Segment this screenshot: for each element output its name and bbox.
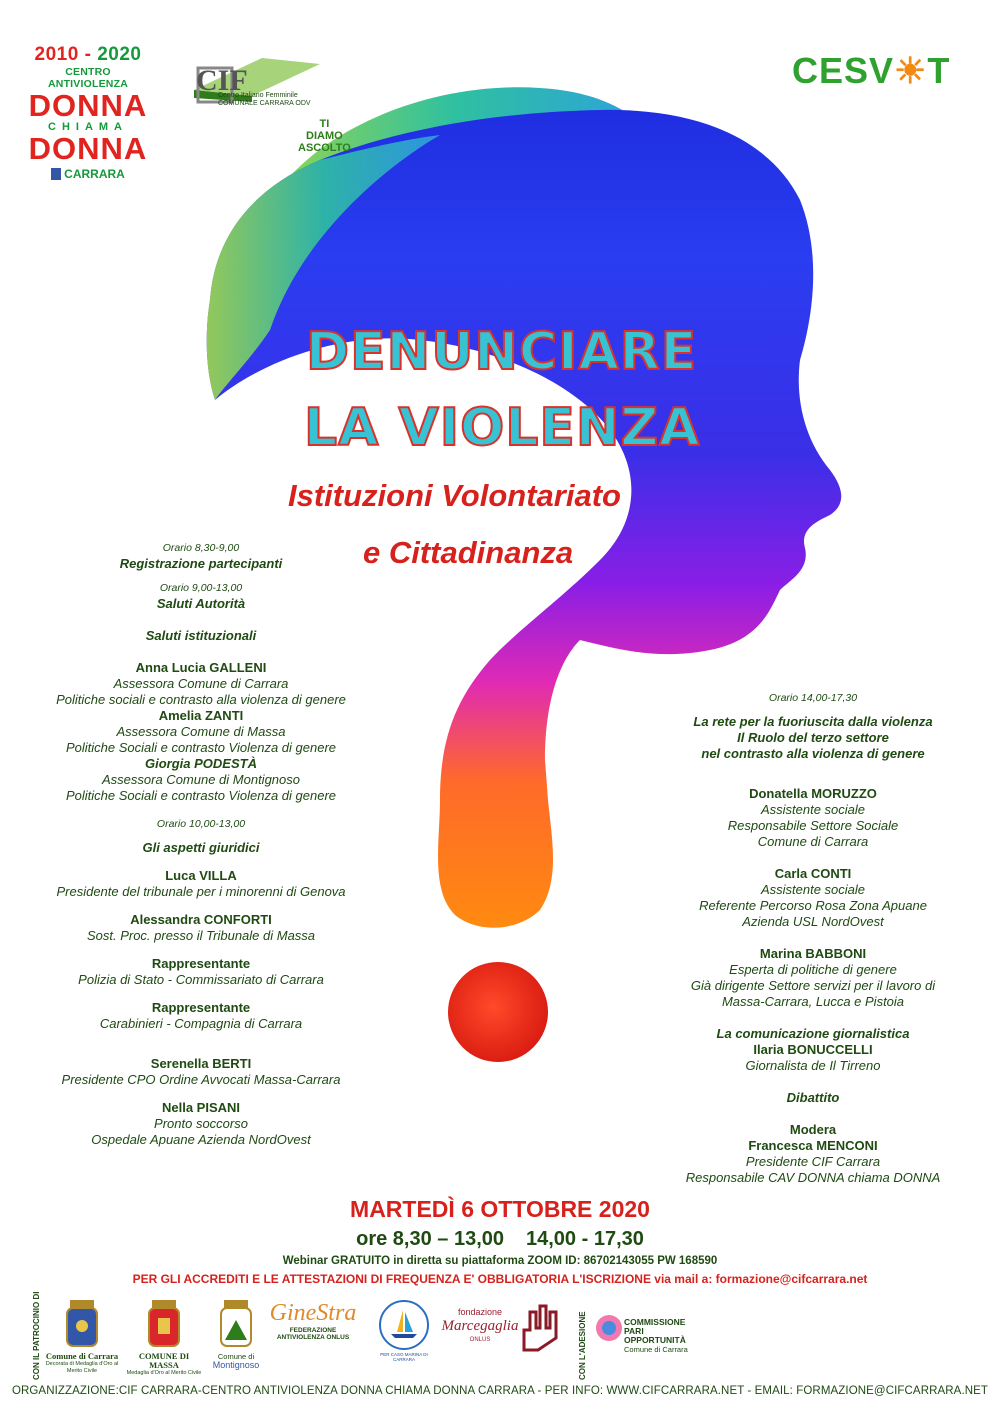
speaker-role: Polizia di Stato - Commissariato di Carrara (78, 972, 324, 987)
speaker-role: Presidente CPO Ordine Avvocati Massa-Carrara (61, 1072, 341, 1087)
speaker-role: Già dirigente Settore servizi per il lavoro di (690, 978, 936, 993)
speaker-role: Assessora Comune di Carrara (113, 676, 289, 691)
title-line-2: LA VIOLENZA (304, 398, 701, 458)
speaker-role: Ospedale Apuane Azienda NordOvest (91, 1132, 311, 1147)
cif-slogan: TI DIAMO ASCOLTO (298, 118, 351, 154)
footer-organization: ORGANIZZAZIONE:CIF CARRARA-CENTRO ANTIVIOLENZA DONNA CHIAMA DONNA CARRARA - PER INFO: WWW.CIFCARRARA.NET - EMAIL: FORMAZIONE@CIFCARRARA.NET (11, 1385, 989, 1397)
speaker-role: Politiche sociali e contrasto alla violenza di genere (56, 692, 346, 707)
time-slot: Orario 9,00-13,00 (159, 582, 243, 594)
patronage-label: CON IL PATROCINIO DI (32, 1291, 41, 1380)
speaker-name: Marina BABBONI (759, 946, 867, 961)
speaker-role: Sost. Proc. presso il Tribunale di Massa (86, 928, 316, 943)
logo-marina-carrara: PER CASO MARINA DI CARRARA (376, 1300, 432, 1362)
years-green: 2020 (97, 44, 142, 65)
speaker-name: Anna Lucia GALLENI (135, 660, 267, 675)
session-title: Saluti Autorità (156, 596, 246, 611)
title-line-1: DENUNCIARE (306, 322, 698, 382)
speaker-role: Responsabile CAV DONNA chiama DONNA (685, 1170, 941, 1185)
cav-label: CENTRO ANTIVIOLENZA (48, 66, 128, 90)
logo-fondazione-marcegaglia: fondazione Marcegaglia ONLUS (441, 1307, 519, 1343)
time-slot: Orario 14,00-17,30 (768, 692, 858, 704)
speaker-role: Referente Percorso Rosa Zona Apuane (699, 898, 927, 913)
speaker-role: Responsabile Settore Sociale (727, 818, 899, 833)
subtitle-line-2: e Cittadinanza (363, 535, 574, 570)
speaker-role: Pronto soccorso (154, 1116, 248, 1131)
cif-mark: CIF (196, 64, 248, 97)
time-slot: Orario 8,30-9,00 (162, 542, 240, 554)
logo-comune-massa: COMUNE DI MASSA Medaglia d'Oro al Merito Civile (124, 1300, 204, 1377)
crest-icon (146, 1300, 182, 1350)
speaker-role: Assistente sociale (760, 882, 866, 897)
speaker-name: Francesca MENCONI (748, 1138, 878, 1153)
speaker-name: Rappresentante (151, 1000, 251, 1015)
logo-commissione-pari-opportunita: COMMISSIONE PARI OPPORTUNITÀ Comune di Carrara (624, 1317, 688, 1354)
years-red: 2010 - (34, 44, 98, 65)
chiama-label: CHIAMA (48, 121, 128, 133)
session-title: Il Ruolo del terzo settore (737, 730, 889, 745)
logo-comune-montignoso: Comune di Montignoso (204, 1300, 268, 1370)
speaker-role: Assessora Comune di Massa (116, 724, 286, 739)
event-hours: ore 8,30 – 13,00 14,00 - 17,30 (356, 1228, 644, 1250)
crest-icon (51, 168, 61, 180)
session-title: Dibattito (786, 1090, 840, 1105)
session-title: La rete per la fuoriuscita dalla violenza (693, 714, 933, 729)
speaker-role: Carabinieri - Compagnia di Carrara (99, 1016, 303, 1031)
event-date: MARTEDÌ 6 OTTOBRE 2020 (350, 1196, 650, 1222)
moderator-label: Modera (789, 1122, 837, 1137)
speaker-role: Presidente CIF Carrara (745, 1154, 881, 1169)
logo-comune-carrara: Comune di Carrara Decorata di Medaglia d'Oro al Merito Civile (44, 1300, 120, 1375)
crest-icon (64, 1300, 100, 1350)
speaker-name: Amelia ZANTI (158, 708, 244, 723)
speaker-name: Ilaria BONUCCELLI (753, 1042, 873, 1057)
speaker-name: Luca VILLA (165, 868, 237, 883)
subtitle-line-1: Istituzioni Volontariato (288, 478, 621, 513)
adhesion-label: CON L'ADESIONE (578, 1311, 587, 1380)
speaker-role: Comune di Carrara (757, 834, 869, 849)
session-title: Registrazione partecipanti (119, 556, 283, 571)
sun-icon: ☀ (894, 50, 928, 91)
speaker-role: Esperta di politiche di genere (729, 962, 897, 977)
cif-subtitle: Centro Italiano Femminile COMUNALE CARRARA ODV (218, 92, 311, 107)
speaker-role: Presidente del tribunale per i minorenni di Genova (56, 884, 346, 899)
speaker-role: Giornalista de Il Tirreno (745, 1058, 881, 1073)
cesvot-logo: CESV☀T (792, 50, 951, 91)
sailboat-icon (377, 1300, 431, 1350)
session-title: Saluti istituzionali (145, 628, 257, 643)
speaker-name: Rappresentante (151, 956, 251, 971)
webinar-info: Webinar GRATUITO in diretta su piattaforma ZOOM ID: 86702143055 PW 168590 (282, 1255, 718, 1267)
speaker-role: Massa-Carrara, Lucca e Pistoia (721, 994, 905, 1009)
speaker-name: Nella PISANI (161, 1100, 241, 1115)
time-slot: Orario 10,00-13,00 (156, 818, 246, 830)
pari-opportunita-icon (594, 1312, 624, 1352)
crest-icon (218, 1300, 254, 1350)
registration-note: PER GLI ACCREDITI E LE ATTESTAZIONI DI FREQUENZA E' OBBLIGATORIA L'ISCRIZIONE via mail a: formazione@cifcarrara.net (132, 1272, 868, 1286)
speaker-role: Assessora Comune di Montignoso (102, 772, 300, 787)
programme-morning (20, 540, 382, 1148)
speaker-role: Azienda USL NordOvest (742, 914, 884, 929)
speaker-name: Serenella BERTI (150, 1056, 252, 1071)
speaker-name: Alessandra CONFORTI (130, 912, 272, 927)
speaker-role: Politiche Sociali e contrasto Violenza di genere (65, 740, 337, 755)
speaker-role: Assistente sociale (760, 802, 866, 817)
carrara-label: CARRARA (28, 167, 148, 181)
marcegaglia-hand-icon (518, 1302, 564, 1352)
donna-1: DONNA (28, 88, 148, 123)
session-title: nel contrasto alla violenza di genere (701, 746, 925, 761)
donna-chiama-donna-logo (28, 44, 148, 181)
donna-2: DONNA (28, 131, 148, 166)
logo-ginestra: GineStra FEDERAZIONE ANTIVIOLENZA ONLUS (269, 1300, 357, 1341)
session-title: La comunicazione giornalistica (716, 1026, 910, 1041)
programme-afternoon (648, 690, 978, 1186)
speaker-name: Giorgia PODESTÀ (145, 756, 257, 771)
speaker-name: Donatella MORUZZO (749, 786, 877, 801)
speaker-name: Carla CONTI (774, 866, 852, 881)
speaker-role: Politiche Sociali e contrasto Violenza di genere (65, 788, 337, 803)
session-title: Gli aspetti giuridici (142, 840, 260, 855)
